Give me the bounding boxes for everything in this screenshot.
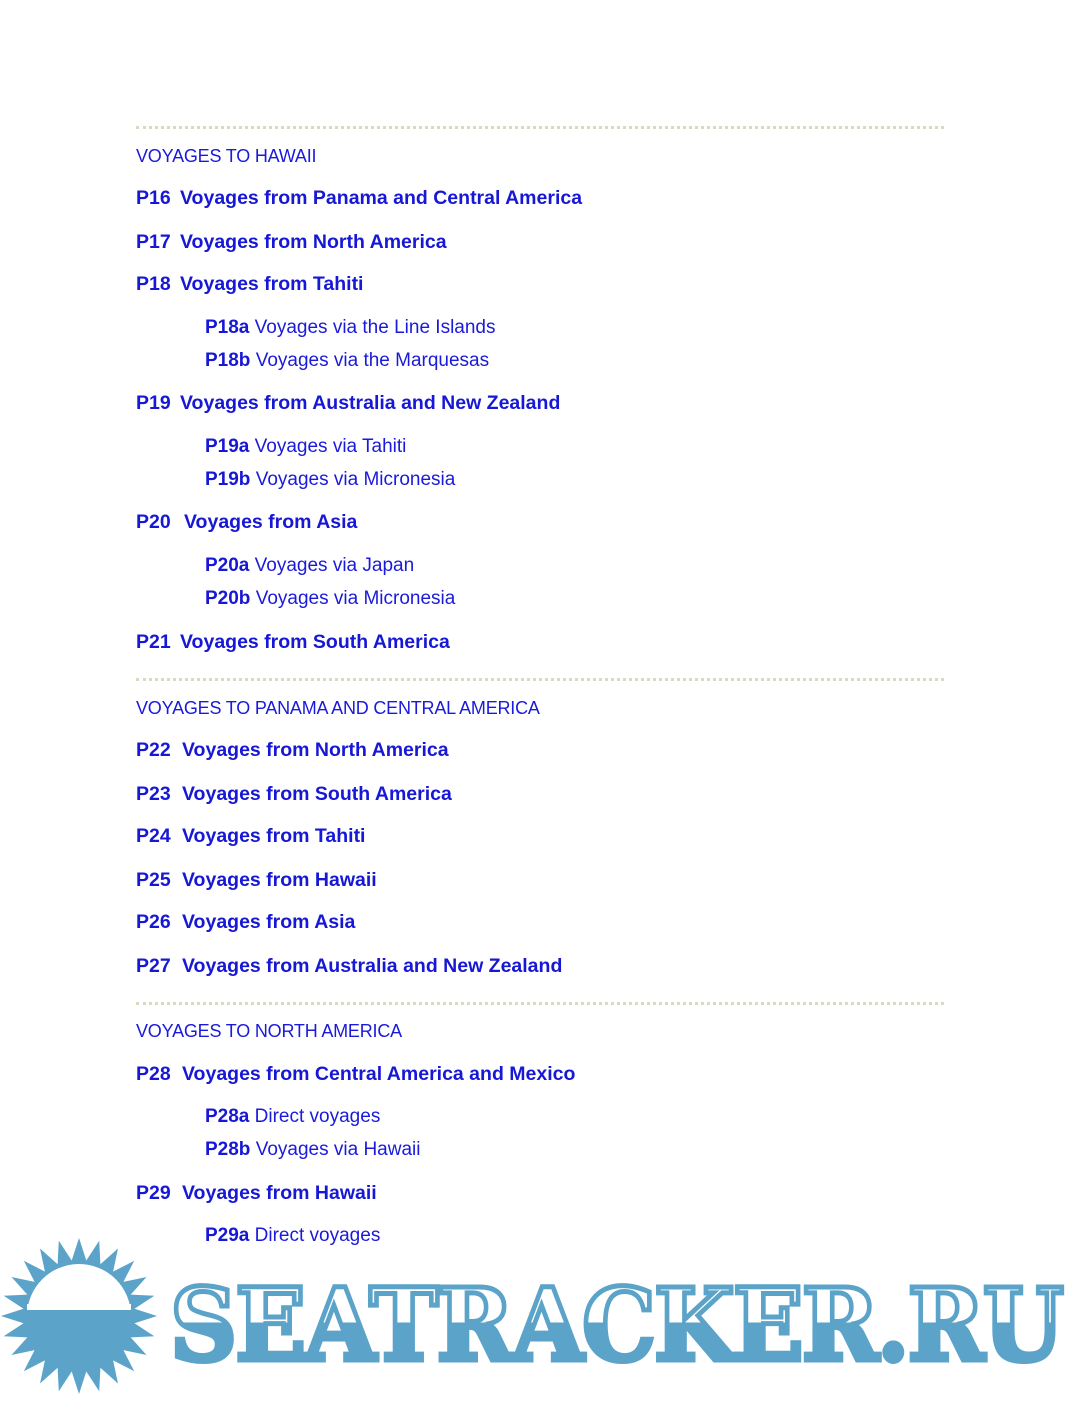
item-code: P27	[136, 955, 171, 977]
toc-item-p21[interactable]	[136, 631, 450, 654]
subitem-code: P18a	[205, 317, 250, 338]
subitem-code: P29a	[205, 1225, 250, 1246]
item-code: P24	[136, 825, 171, 847]
toc-item-p24[interactable]	[136, 825, 365, 848]
item-code: P20	[136, 511, 171, 533]
item-label: Voyages from Asia	[184, 511, 358, 533]
toc-item-p27[interactable]	[136, 955, 562, 978]
watermark	[0, 1236, 1080, 1397]
section-title: VOYAGES TO NORTH AMERICA	[136, 1021, 402, 1041]
subitem-label: Voyages via Japan	[254, 555, 415, 576]
item-label: Voyages from South America	[180, 631, 450, 653]
toc-item-p16[interactable]	[136, 187, 582, 210]
item-label: Voyages from North America	[180, 231, 447, 253]
toc-subitem-p18b[interactable]	[205, 350, 489, 372]
item-code: P25	[136, 869, 171, 891]
section-title: VOYAGES TO HAWAII	[136, 146, 317, 166]
subitem-label: Voyages via the Line Islands	[254, 317, 496, 338]
subitem-label: Voyages via Micronesia	[255, 588, 456, 609]
item-label: Voyages from Central America and Mexico	[182, 1063, 576, 1085]
item-label: Voyages from Australia and New Zealand	[182, 955, 563, 977]
toc-subitem-p19b[interactable]	[205, 469, 455, 491]
toc-subitem-p19a[interactable]	[205, 436, 406, 458]
item-label: Voyages from Hawaii	[182, 869, 377, 891]
item-code: P21	[136, 631, 171, 653]
item-code: P19	[136, 392, 171, 414]
item-code: P22	[136, 739, 171, 761]
subitem-label: Voyages via Tahiti	[254, 436, 407, 457]
toc-subitem-p28b[interactable]	[205, 1139, 420, 1161]
subitem-label: Voyages via the Marquesas	[255, 350, 490, 371]
toc-subitem-p28a[interactable]	[205, 1106, 380, 1128]
sun-icon	[1, 1238, 157, 1394]
item-code: P29	[136, 1182, 171, 1204]
item-label: Voyages from Tahiti	[182, 825, 366, 847]
item-code: P16	[136, 187, 171, 209]
section-divider	[136, 678, 944, 681]
section-divider	[136, 1002, 944, 1005]
item-code: P18	[136, 273, 171, 295]
toc-item-p23[interactable]	[136, 783, 452, 806]
toc-item-p26[interactable]	[136, 911, 355, 934]
watermark-graphic	[0, 1236, 1080, 1397]
toc-item-p28[interactable]	[136, 1063, 575, 1086]
toc-subitem-p20a[interactable]	[205, 555, 414, 577]
item-code: P28	[136, 1063, 171, 1085]
toc-item-p22[interactable]	[136, 739, 449, 762]
item-label: Voyages from Asia	[182, 911, 356, 933]
toc-subitem-p20b[interactable]	[205, 588, 455, 610]
item-label: Voyages from Tahiti	[180, 273, 364, 295]
subitem-code: P20a	[205, 555, 250, 576]
item-code: P17	[136, 231, 171, 253]
subitem-label: Direct voyages	[254, 1106, 381, 1127]
item-code: P23	[136, 783, 171, 805]
item-label: Voyages from Panama and Central America	[180, 187, 583, 209]
item-label: Voyages from South America	[182, 783, 452, 805]
section-divider	[136, 126, 944, 129]
item-label: Voyages from North America	[182, 739, 449, 761]
toc-item-p25[interactable]	[136, 869, 377, 892]
subitem-code: P28a	[205, 1106, 250, 1127]
subitem-code: P19b	[205, 469, 251, 490]
toc-item-p18[interactable]	[136, 273, 363, 296]
watermark-text: SEATRACKER.RU	[170, 1266, 1063, 1384]
subitem-label: Voyages via Micronesia	[255, 469, 456, 490]
toc-item-p20[interactable]	[136, 511, 357, 534]
subitem-code: P18b	[205, 350, 251, 371]
toc-item-p17[interactable]	[136, 231, 447, 254]
subitem-code: P28b	[205, 1139, 251, 1160]
item-label: Voyages from Australia and New Zealand	[180, 392, 561, 414]
subitem-label: Voyages via Hawaii	[255, 1139, 421, 1160]
section-title: VOYAGES TO PANAMA AND CENTRAL AMERICA	[136, 698, 540, 718]
subitem-code: P20b	[205, 588, 251, 609]
item-code: P26	[136, 911, 171, 933]
toc-item-p29[interactable]	[136, 1182, 377, 1205]
item-label: Voyages from Hawaii	[182, 1182, 377, 1204]
toc-item-p19[interactable]	[136, 392, 560, 415]
subitem-code: P19a	[205, 436, 250, 457]
toc-subitem-p18a[interactable]	[205, 317, 496, 339]
subitem-label: Direct voyages	[254, 1225, 381, 1246]
